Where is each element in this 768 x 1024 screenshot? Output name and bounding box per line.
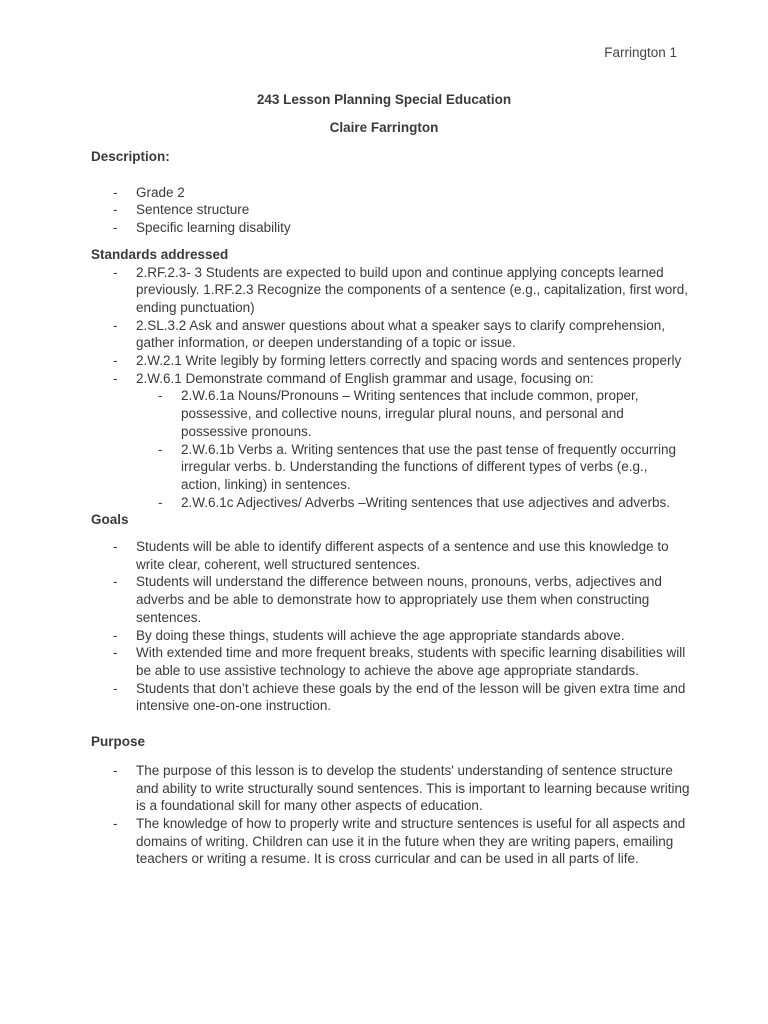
list-item: - Students will understand the difference between nouns, pronouns, verbs, adjectives and adverbs and be able to demonstrate how to appropriately use them when constructing sentences. xyxy=(91,573,691,626)
list-item: - Specific learning disability xyxy=(91,219,691,237)
list-item-text: 2.W.6.1 Demonstrate command of English grammar and usage, focusing on: xyxy=(136,370,594,386)
description-heading: Description: xyxy=(91,149,170,164)
list-item: - With extended time and more frequent breaks, students with specific learning disabilities will be able to use assistive technology to achieve the above age appropriate standards. xyxy=(91,644,691,679)
goals-heading: Goals xyxy=(91,512,129,528)
page-header-label: Farrington 1 xyxy=(604,45,677,60)
list-item: - The purpose of this lesson is to develop the students' understanding of sentence structure and ability to write structurally sound sentences. This is important to learning because writing is a foundational skill for many other aspects of education. xyxy=(91,762,691,815)
description-list xyxy=(91,184,691,237)
standards-list xyxy=(91,264,691,512)
document-body xyxy=(91,148,691,868)
standards-sublist xyxy=(136,387,691,511)
list-item: - 2.SL.3.2 Ask and answer questions about what a speaker says to clarify comprehension, gather information, or deepen understanding of a topic or issue. xyxy=(91,317,691,352)
list-item: - 2.W.2.1 Write legibly by forming letters correctly and spacing words and sentences properly xyxy=(91,352,691,370)
purpose-heading: Purpose xyxy=(91,734,146,750)
purpose-list xyxy=(91,762,691,868)
list-item: - Grade 2 xyxy=(91,184,691,202)
list-item: - The knowledge of how to properly write and structure sentences is useful for all aspects and domains of writing. Children can use it in the future when they are writing papers, emailing teachers or writing a resume. It is cross curricular and can be used in all parts of life. xyxy=(91,815,691,868)
list-item: - Students that don’t achieve these goals by the end of the lesson will be given extra time and intensive one-on-one instruction. xyxy=(91,680,691,715)
standards-heading: Standards addressed xyxy=(91,246,229,262)
list-item: - By doing these things, students will achieve the age appropriate standards above. xyxy=(91,627,691,645)
list-item: - Sentence structure xyxy=(91,201,691,219)
document-author: Claire Farrington xyxy=(329,120,439,135)
document-title: 243 Lesson Planning Special Education xyxy=(256,92,512,107)
list-item: - 2.RF.2.3- 3 Students are expected to build upon and continue applying concepts learned previously. 1.RF.2.3 Recognize the components of a sentence (e.g., capitalization, first word, ending punctuation) xyxy=(91,264,691,317)
list-item: - 2.W.6.1c Adjectives/ Adverbs –Writing sentences that use adjectives and adverbs. xyxy=(136,494,691,512)
list-item: - Students will be able to identify different aspects of a sentence and use this knowledge to write clear, coherent, well structured sentences. xyxy=(91,538,691,573)
list-item: - 2.W.6.1a Nouns/Pronouns – Writing sentences that include common, proper, possessive, and collective nouns, irregular plural nouns, and personal and possessive pronouns. xyxy=(136,387,691,440)
list-item: - 2.W.6.1b Verbs a. Writing sentences that use the past tense of frequently occurring irregular verbs. b. Understanding the functions of different types of verbs (e.g., action, linking) in sentences. xyxy=(136,441,691,494)
goals-list xyxy=(91,538,691,715)
list-item xyxy=(91,370,691,512)
